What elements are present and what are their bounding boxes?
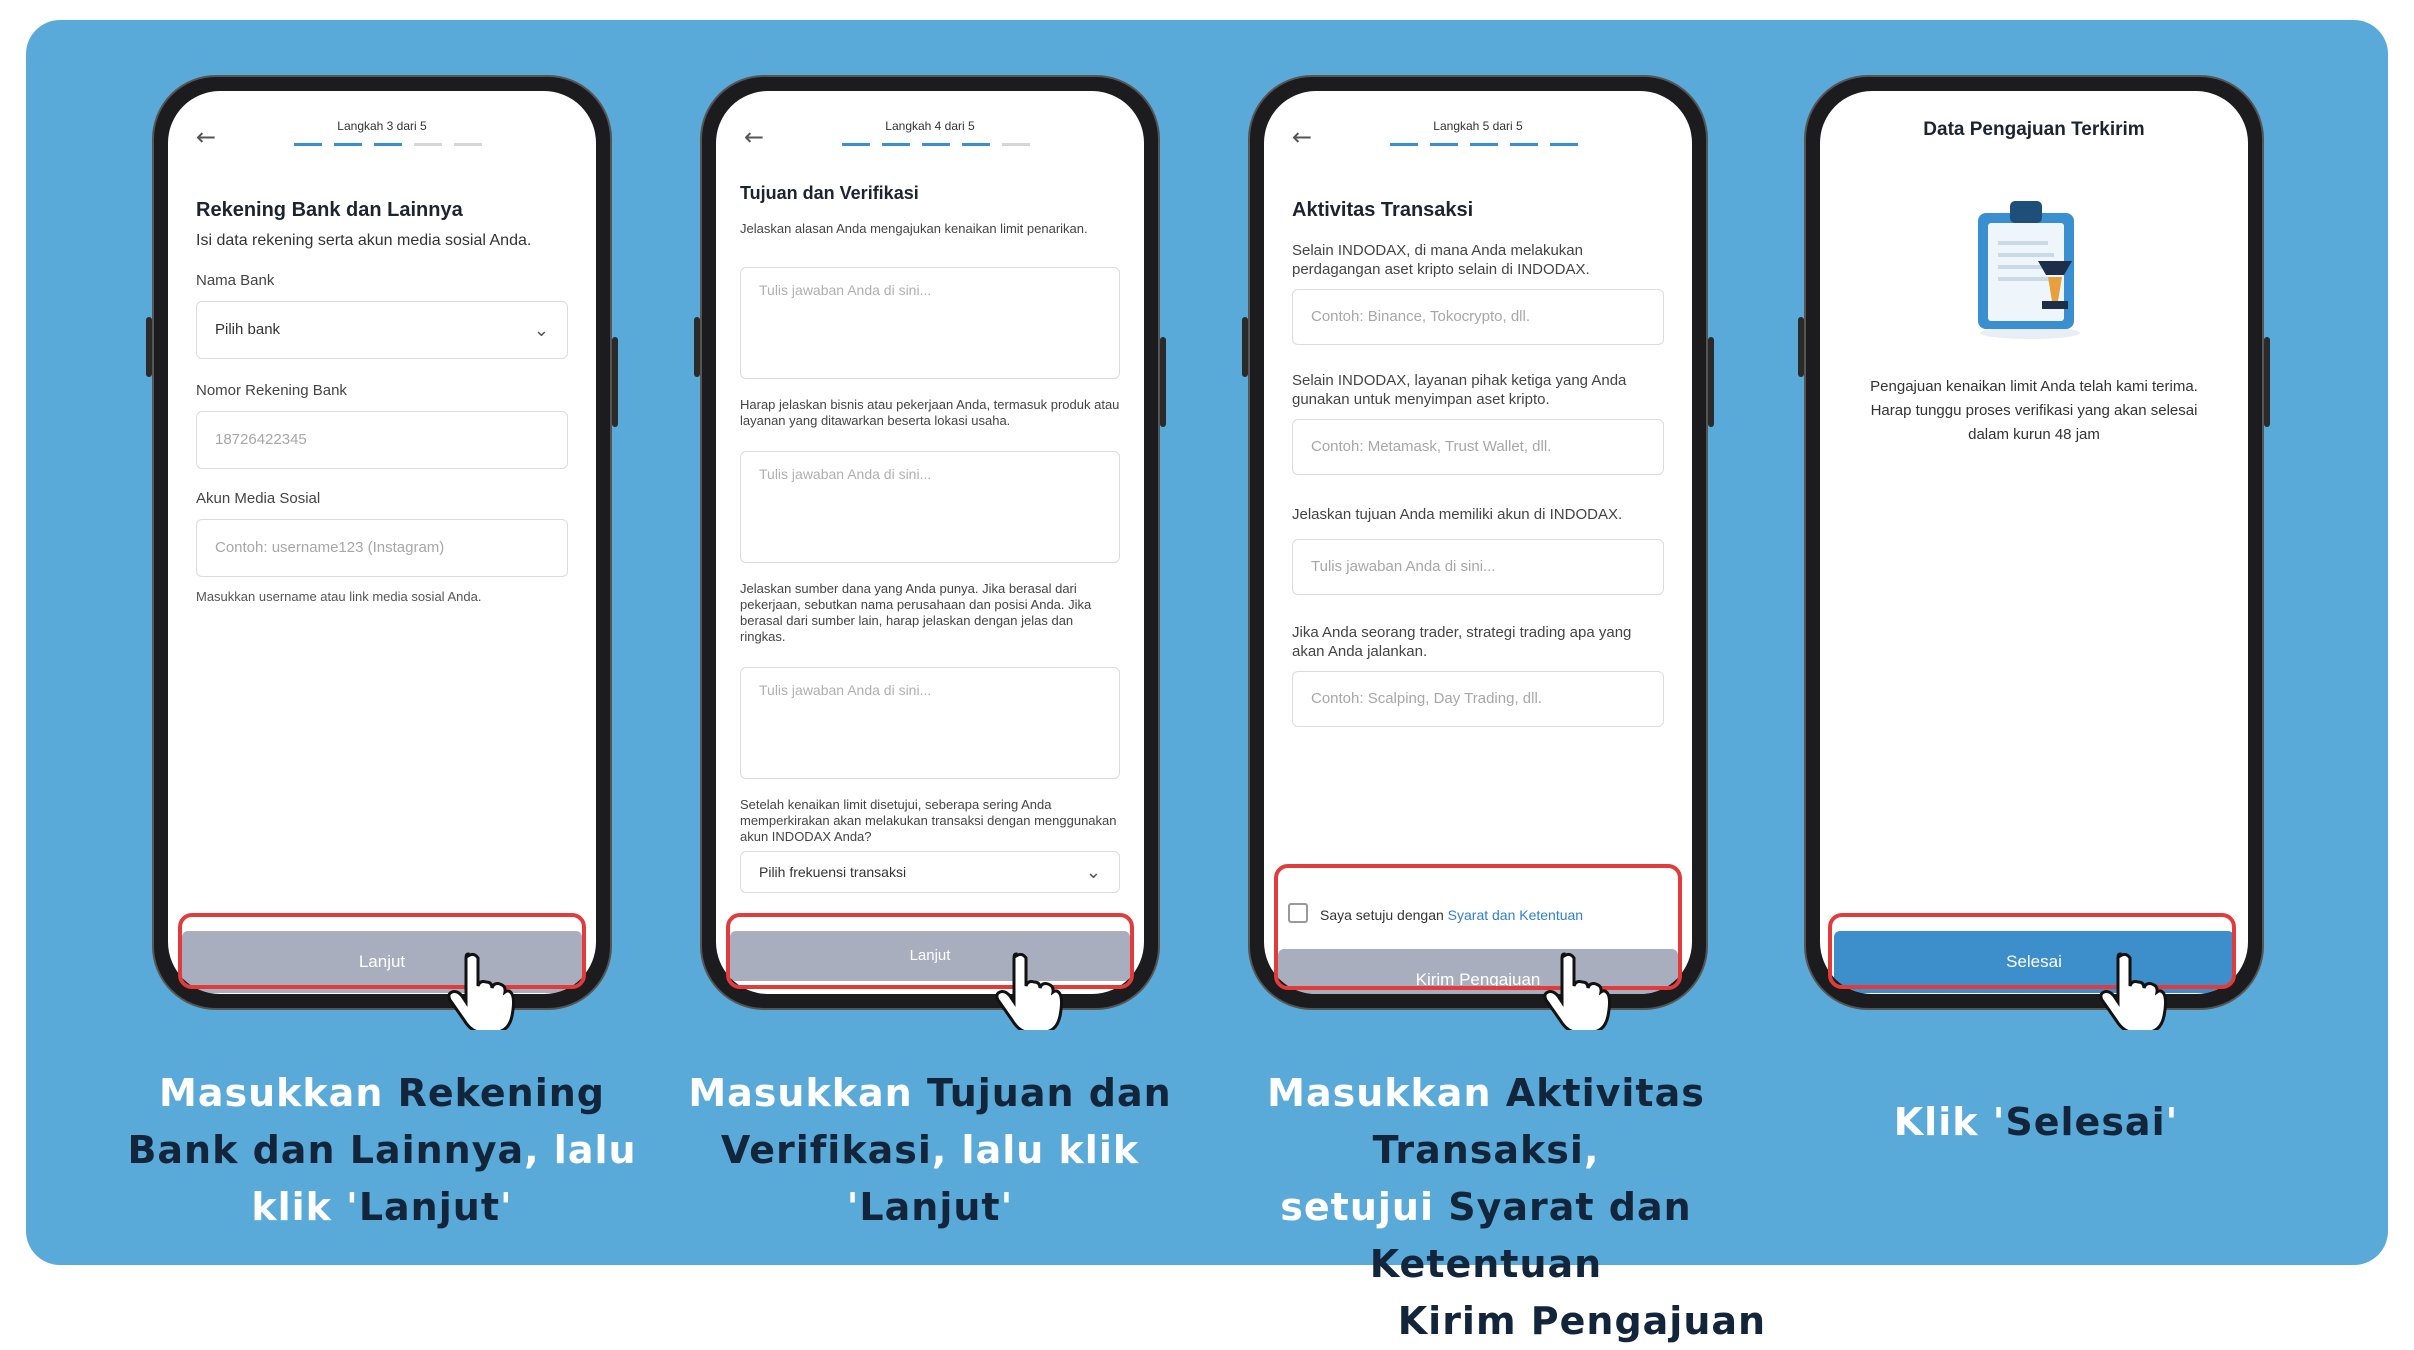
step-indicator: Langkah 5 dari 5 — [1433, 119, 1523, 133]
progress-bar — [1390, 143, 1578, 146]
question-4: Jika Anda seorang trader, strategi trading apa yang akan Anda jalankan. — [1292, 624, 1632, 660]
question-4: Setelah kenaikan limit disetujui, seberapa sering Anda memperkirakan akan melakukan transaksi dengan menggunakan akun INDODAX Anda? — [740, 797, 1117, 844]
screen — [1264, 91, 1692, 994]
pointer-hand-icon — [2098, 950, 2168, 1030]
purpose-input[interactable]: Tulis jawaban Anda di sini... — [1292, 539, 1664, 595]
question-3: Jelaskan tujuan Anda memiliki akun di INDODAX. — [1292, 506, 1623, 523]
next-button[interactable]: Lanjut — [730, 931, 1130, 981]
chevron-down-icon: ⌄ — [1085, 862, 1101, 882]
confirmation-line-1: Pengajuan kenaikan limit Anda telah kami terima. — [1870, 378, 2198, 395]
question-1: Selain INDODAX, di mana Anda melakukan perdagangan aset kripto selain di INDODAX. — [1292, 242, 1590, 278]
terms-agreement: Saya setuju dengan Syarat dan Ketentuan — [1320, 907, 1584, 923]
caption-step-3: Masukkan Aktivitas Transaksi, setujui Syarat dan Ketentuan lalu klik 'Kirim Pengajuan' — [1193, 1071, 1779, 1343]
progress-bar — [294, 143, 482, 146]
bank-label: Nama Bank — [196, 272, 275, 289]
next-button[interactable]: Lanjut — [182, 931, 582, 993]
submit-button[interactable]: Kirim Pengajuan — [1278, 949, 1678, 994]
answer-1-textarea[interactable]: Tulis jawaban Anda di sini... — [740, 267, 1120, 379]
page-title: Rekening Bank dan Lainnya — [196, 199, 463, 221]
terms-link[interactable]: Syarat dan Ketentuan — [1447, 907, 1584, 923]
step-indicator: Langkah 3 dari 5 — [337, 119, 427, 133]
back-arrow-icon[interactable]: ← — [196, 123, 217, 151]
strategy-input[interactable]: Contoh: Scalping, Day Trading, dll. — [1292, 671, 1664, 727]
caption-step-1: Masukkan Rekening Bank dan Lainnya, lalu klik 'Lanjut' — [127, 1071, 637, 1229]
finish-button[interactable]: Selesai — [1834, 931, 2234, 993]
back-arrow-icon[interactable]: ← — [744, 123, 765, 151]
social-media-input[interactable]: Contoh: username123 (Instagram) — [196, 519, 568, 577]
highlight-box — [726, 913, 1134, 989]
question-2: Harap jelaskan bisnis atau pekerjaan Anda, termasuk produk atau layanan yang ditawarkan beserta lokasi usaha. — [740, 397, 1120, 428]
phone-step-4 — [700, 75, 1160, 1010]
progress-bar — [842, 143, 1030, 146]
phone-step-3 — [152, 75, 612, 1010]
wallet-input[interactable]: Contoh: Metamask, Trust Wallet, dll. — [1292, 419, 1664, 475]
phone-complete — [1804, 75, 2264, 1010]
pointer-hand-icon — [1542, 950, 1612, 1030]
frequency-select[interactable]: Pilih frekuensi transaksi ⌄ — [740, 851, 1120, 893]
screen — [168, 91, 596, 994]
clipboard-illustration — [1960, 191, 2100, 341]
account-label: Nomor Rekening Bank — [196, 382, 347, 399]
highlight-box — [178, 913, 586, 989]
pointer-hand-icon — [446, 950, 516, 1030]
caption-step-4: Klik 'Selesai' — [1893, 1100, 2179, 1144]
page-title: Tujuan dan Verifikasi — [740, 183, 919, 203]
screen — [1820, 91, 2248, 994]
confirmation-line-3: dalam kurun 48 jam — [1968, 426, 2100, 443]
pointer-hand-icon — [994, 950, 1064, 1030]
exchange-input[interactable]: Contoh: Binance, Tokocrypto, dll. — [1292, 289, 1664, 345]
highlight-box — [1828, 913, 2236, 989]
back-arrow-icon[interactable]: ← — [1292, 123, 1313, 151]
page-subtitle: Isi data rekening serta akun media sosial Anda. — [196, 232, 532, 249]
question-2: Selain INDODAX, layanan pihak ketiga yang Anda gunakan untuk menyimpan aset kripto. — [1292, 372, 1627, 408]
question-3: Jelaskan sumber dana yang Anda punya. Jika berasal dari pekerjaan, sebutkan nama perusahaan dan posisi Anda. Jika berasal dari sumber lain, harap jelaskan dengan jelas dan ringkas. — [740, 581, 1092, 644]
page-title: Aktivitas Transaksi — [1292, 199, 1474, 221]
answer-3-textarea[interactable]: Tulis jawaban Anda di sini... — [740, 667, 1120, 779]
confirmation-line-2: Harap tunggu proses verifikasi yang akan selesai — [1870, 402, 2198, 419]
chevron-down-icon: ⌄ — [533, 320, 549, 340]
background-panel — [26, 20, 2388, 1343]
step-indicator: Langkah 4 dari 5 — [885, 119, 975, 133]
screen — [716, 91, 1144, 994]
answer-2-textarea[interactable]: Tulis jawaban Anda di sini... — [740, 451, 1120, 563]
page-title: Data Pengajuan Terkirim — [1923, 119, 2145, 140]
social-label: Akun Media Sosial — [196, 490, 321, 507]
bank-select[interactable]: Pilih bank ⌄ — [196, 301, 568, 359]
question-1: Jelaskan alasan Anda mengajukan kenaikan limit penarikan. — [740, 221, 1088, 236]
caption-step-2: Masukkan Tujuan dan Verifikasi, lalu klik 'Lanjut' — [688, 1071, 1172, 1229]
social-hint: Masukkan username atau link media sosial Anda. — [196, 589, 482, 604]
highlight-box — [1274, 864, 1682, 990]
account-number-input[interactable]: 18726422345 — [196, 411, 568, 469]
